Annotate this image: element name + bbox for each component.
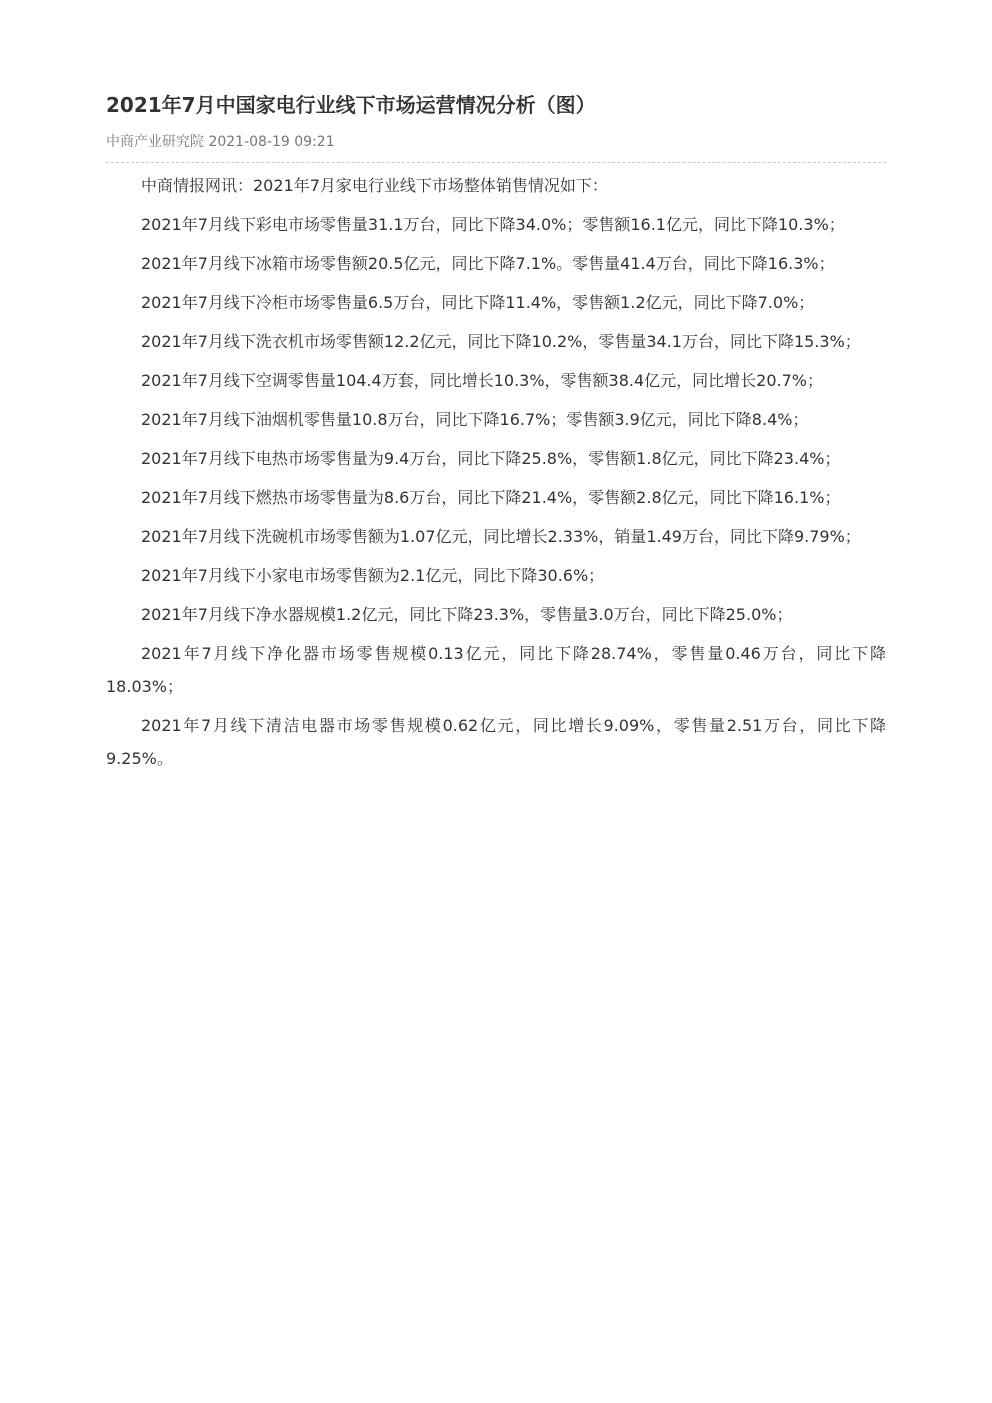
paragraph-intro: 中商情报网讯：2021年7月家电行业线下市场整体销售情况如下： (141, 176, 608, 195)
paragraph-freezer: 2021年7月线下冷柜市场零售量6.5万台，同比下降11.4%，零售额1.2亿元，同比下降7.0%； (141, 293, 815, 312)
article-body (106, 169, 886, 775)
paragraph-electric-water-heater: 2021年7月线下电热市场零售量为9.4万台，同比下降25.8%，零售额1.8亿元，同比下降23.4%； (141, 449, 841, 468)
paragraph-dishwasher: 2021年7月线下洗碗机市场零售额为1.07亿元，同比增长2.33%，销量1.49万台，同比下降9.79%； (141, 527, 861, 546)
paragraph-gas-water-heater: 2021年7月线下燃热市场零售量为8.6万台，同比下降21.4%，零售额2.8亿元，同比下降16.1%； (141, 488, 841, 507)
article-meta: 中商产业研究院 2021-08-19 09:21 (106, 134, 335, 150)
paragraph-range-hood: 2021年7月线下油烟机零售量10.8万台，同比下降16.7%；零售额3.9亿元，同比下降8.4%； (141, 410, 809, 429)
paragraph-tv: 2021年7月线下彩电市场零售量31.1万台，同比下降34.0%；零售额16.1亿元，同比下降10.3%； (141, 215, 845, 234)
paragraph-air-purifier: 2021年7月线下净化器市场零售规模0.13亿元，同比下降28.74%，零售量0.46万台，同比下降18.03%； (106, 644, 886, 696)
divider (106, 162, 886, 163)
article (106, 88, 886, 781)
paragraph-small-appliance: 2021年7月线下小家电市场零售额为2.1亿元，同比下降30.6%； (141, 566, 605, 585)
paragraph-washer: 2021年7月线下洗衣机市场零售额12.2亿元，同比下降10.2%，零售量34.1万台，同比下降15.3%； (141, 332, 861, 351)
paragraph-air-conditioner: 2021年7月线下空调零售量104.4万套，同比增长10.3%，零售额38.4亿元，同比增长20.7%； (141, 371, 823, 390)
paragraph-water-purifier: 2021年7月线下净水器规模1.2亿元，同比下降23.3%，零售量3.0万台，同比下降25.0%； (141, 605, 793, 624)
paragraph-cleaning-appliance: 2021年7月线下清洁电器市场零售规模0.62亿元，同比增长9.09%，零售量2.51万台，同比下降9.25%。 (106, 716, 886, 768)
article-title: 2021年7月中国家电行业线下市场运营情况分析（图） (106, 93, 596, 117)
paragraph-fridge: 2021年7月线下冰箱市场零售额20.5亿元，同比下降7.1%。零售量41.4万台，同比下降16.3%； (141, 254, 835, 273)
